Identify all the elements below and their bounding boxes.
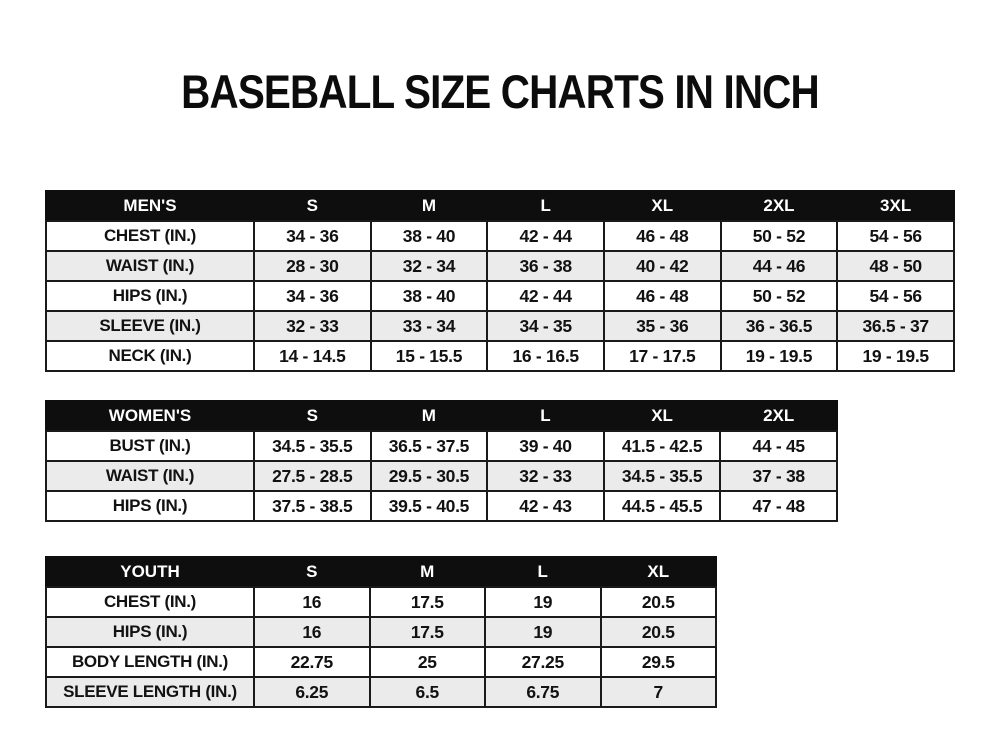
size-header-cell: L xyxy=(485,557,601,587)
table-row xyxy=(46,587,716,617)
value-cell: 7 xyxy=(601,677,717,707)
header-row xyxy=(46,191,954,221)
table-row xyxy=(46,647,716,677)
size-header-cell: XL xyxy=(604,191,721,221)
value-cell: 39 - 40 xyxy=(487,431,604,461)
table-row xyxy=(46,431,837,461)
group-header-cell: YOUTH xyxy=(46,557,254,587)
value-cell: 54 - 56 xyxy=(837,281,954,311)
table-row xyxy=(46,251,954,281)
youth-size-table xyxy=(45,556,717,708)
value-cell: 16 xyxy=(254,617,370,647)
value-cell: 38 - 40 xyxy=(371,221,488,251)
size-header-cell: M xyxy=(370,557,486,587)
value-cell: 34 - 36 xyxy=(254,281,371,311)
value-cell: 19 xyxy=(485,617,601,647)
value-cell: 25 xyxy=(370,647,486,677)
value-cell: 16 - 16.5 xyxy=(487,341,604,371)
value-cell: 46 - 48 xyxy=(604,281,721,311)
mens-size-table xyxy=(45,190,955,372)
value-cell: 50 - 52 xyxy=(721,281,838,311)
value-cell: 42 - 44 xyxy=(487,281,604,311)
table-row xyxy=(46,221,954,251)
row-label-cell: CHEST (IN.) xyxy=(46,221,254,251)
value-cell: 41.5 - 42.5 xyxy=(604,431,721,461)
page-title: BASEBALL SIZE CHARTS IN INCH xyxy=(181,65,819,118)
row-label-cell: HIPS (IN.) xyxy=(46,617,254,647)
table-row xyxy=(46,617,716,647)
value-cell: 15 - 15.5 xyxy=(371,341,488,371)
row-label-cell: WAIST (IN.) xyxy=(46,461,254,491)
group-header-cell: MEN'S xyxy=(46,191,254,221)
value-cell: 6.25 xyxy=(254,677,370,707)
value-cell: 34.5 - 35.5 xyxy=(254,431,371,461)
value-cell: 54 - 56 xyxy=(837,221,954,251)
group-header-cell: WOMEN'S xyxy=(46,401,254,431)
value-cell: 47 - 48 xyxy=(720,491,837,521)
row-label-cell: SLEEVE (IN.) xyxy=(46,311,254,341)
table-row xyxy=(46,491,837,521)
value-cell: 40 - 42 xyxy=(604,251,721,281)
value-cell: 20.5 xyxy=(601,587,717,617)
value-cell: 22.75 xyxy=(254,647,370,677)
value-cell: 27.25 xyxy=(485,647,601,677)
value-cell: 36.5 - 37 xyxy=(837,311,954,341)
value-cell: 35 - 36 xyxy=(604,311,721,341)
size-header-cell: 2XL xyxy=(721,191,838,221)
value-cell: 37.5 - 38.5 xyxy=(254,491,371,521)
size-header-cell: XL xyxy=(604,401,721,431)
row-label-cell: SLEEVE LENGTH (IN.) xyxy=(46,677,254,707)
row-label-cell: HIPS (IN.) xyxy=(46,281,254,311)
row-label-cell: HIPS (IN.) xyxy=(46,491,254,521)
value-cell: 29.5 - 30.5 xyxy=(371,461,488,491)
value-cell: 42 - 44 xyxy=(487,221,604,251)
womens-size-table xyxy=(45,400,838,522)
value-cell: 36 - 36.5 xyxy=(721,311,838,341)
value-cell: 42 - 43 xyxy=(487,491,604,521)
table-row xyxy=(46,341,954,371)
value-cell: 28 - 30 xyxy=(254,251,371,281)
value-cell: 20.5 xyxy=(601,617,717,647)
value-cell: 39.5 - 40.5 xyxy=(371,491,488,521)
size-header-cell: 3XL xyxy=(837,191,954,221)
value-cell: 14 - 14.5 xyxy=(254,341,371,371)
value-cell: 34 - 35 xyxy=(487,311,604,341)
size-header-cell: M xyxy=(371,191,488,221)
size-header-cell: S xyxy=(254,191,371,221)
value-cell: 34.5 - 35.5 xyxy=(604,461,721,491)
value-cell: 38 - 40 xyxy=(371,281,488,311)
value-cell: 32 - 33 xyxy=(254,311,371,341)
value-cell: 44 - 46 xyxy=(721,251,838,281)
size-header-cell: XL xyxy=(601,557,717,587)
value-cell: 44 - 45 xyxy=(720,431,837,461)
size-header-cell: L xyxy=(487,401,604,431)
table-row xyxy=(46,311,954,341)
header-row xyxy=(46,401,837,431)
table-row xyxy=(46,677,716,707)
value-cell: 16 xyxy=(254,587,370,617)
youth-size-table xyxy=(45,556,717,708)
table-row xyxy=(46,281,954,311)
value-cell: 50 - 52 xyxy=(721,221,838,251)
size-header-cell: L xyxy=(487,191,604,221)
row-label-cell: BUST (IN.) xyxy=(46,431,254,461)
value-cell: 17 - 17.5 xyxy=(604,341,721,371)
value-cell: 17.5 xyxy=(370,617,486,647)
header-row xyxy=(46,557,716,587)
value-cell: 36 - 38 xyxy=(487,251,604,281)
value-cell: 32 - 33 xyxy=(487,461,604,491)
value-cell: 46 - 48 xyxy=(604,221,721,251)
row-label-cell: NECK (IN.) xyxy=(46,341,254,371)
value-cell: 32 - 34 xyxy=(371,251,488,281)
value-cell: 48 - 50 xyxy=(837,251,954,281)
table-row xyxy=(46,461,837,491)
value-cell: 27.5 - 28.5 xyxy=(254,461,371,491)
value-cell: 19 - 19.5 xyxy=(721,341,838,371)
womens-size-table xyxy=(45,400,838,522)
value-cell: 19 xyxy=(485,587,601,617)
value-cell: 33 - 34 xyxy=(371,311,488,341)
value-cell: 34 - 36 xyxy=(254,221,371,251)
row-label-cell: CHEST (IN.) xyxy=(46,587,254,617)
value-cell: 17.5 xyxy=(370,587,486,617)
size-header-cell: M xyxy=(371,401,488,431)
size-header-cell: 2XL xyxy=(720,401,837,431)
value-cell: 36.5 - 37.5 xyxy=(371,431,488,461)
value-cell: 37 - 38 xyxy=(720,461,837,491)
value-cell: 44.5 - 45.5 xyxy=(604,491,721,521)
row-label-cell: WAIST (IN.) xyxy=(46,251,254,281)
value-cell: 29.5 xyxy=(601,647,717,677)
size-header-cell: S xyxy=(254,401,371,431)
value-cell: 6.5 xyxy=(370,677,486,707)
value-cell: 6.75 xyxy=(485,677,601,707)
row-label-cell: BODY LENGTH (IN.) xyxy=(46,647,254,677)
mens-size-table xyxy=(45,190,955,372)
value-cell: 19 - 19.5 xyxy=(837,341,954,371)
size-header-cell: S xyxy=(254,557,370,587)
